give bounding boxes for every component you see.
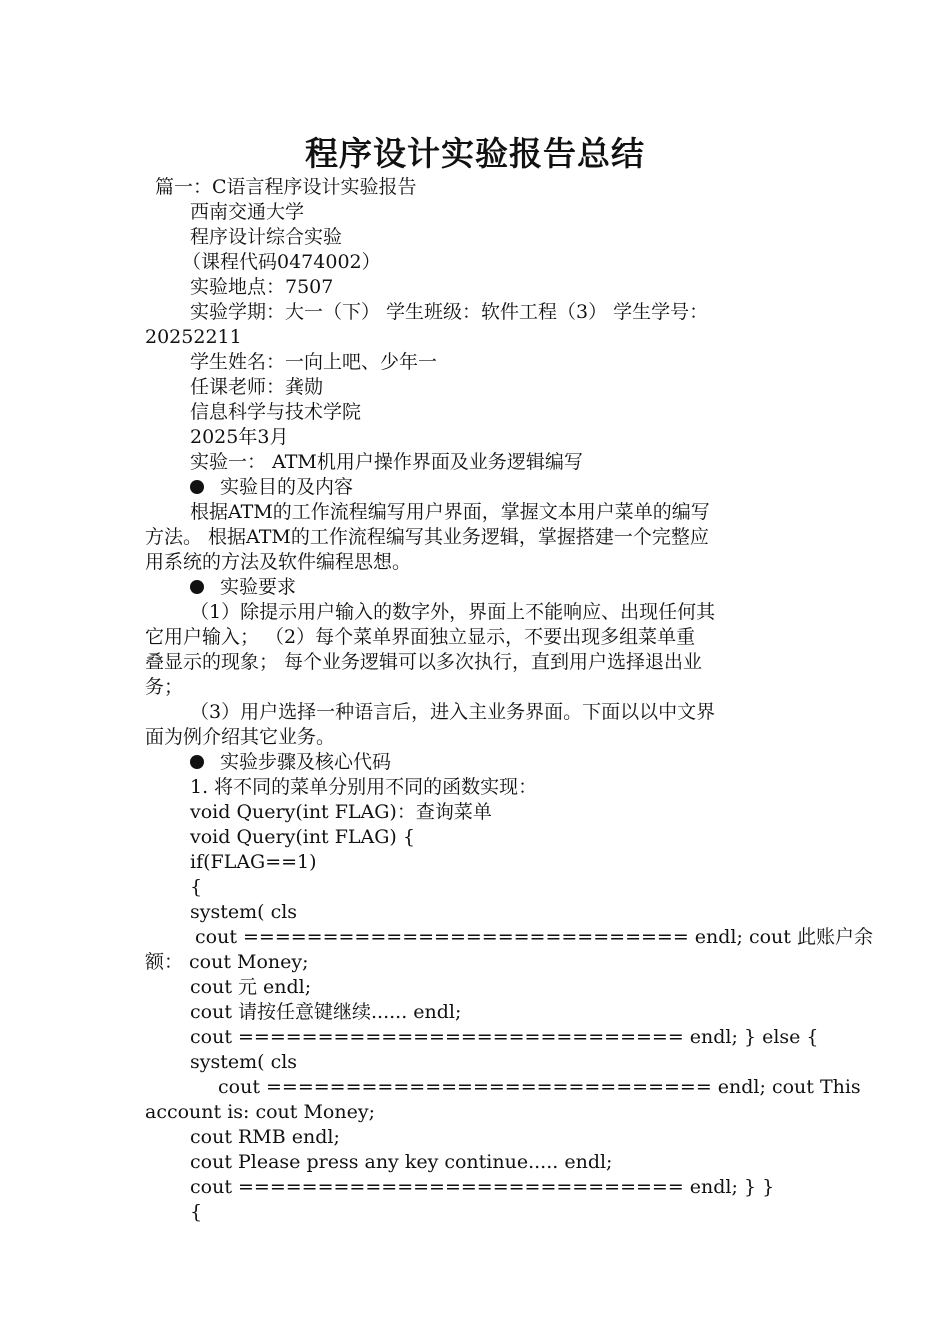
teacher-name: 任课老师：龚勋 (190, 376, 324, 398)
student-name: 学生姓名：一向上吧、少年一 (190, 351, 438, 373)
code-line: system( cls (190, 1051, 298, 1073)
subheading-requirements-text: 实验要求 (220, 576, 297, 598)
paragraph-line: 根据ATM的工作流程编写用户界面，掌握文本用户菜单的编写 (190, 501, 710, 523)
paragraph-line: 它用户输入； （2）每个菜单界面独立显示，不要出现多组菜单重 (145, 626, 696, 648)
paragraph-line: 务； (145, 676, 184, 698)
code-line: cout 元 endl; (190, 976, 312, 998)
code-line: void Query(int FLAG)：查询菜单 (190, 801, 492, 823)
code-line: cout Please press any key continue..... endl; (190, 1151, 613, 1173)
subheading-purpose (190, 475, 353, 500)
code-line: if(FLAG==1) (190, 851, 317, 873)
section-heading-1: 篇一：C语言程序设计实验报告 (155, 176, 417, 198)
code-line: account is: cout Money; (145, 1101, 375, 1123)
report-date: 2025年3月 (190, 426, 289, 448)
subheading-steps (190, 750, 391, 775)
paragraph-line: 面为例介绍其它业务。 (145, 726, 336, 748)
experiment-title: 实验一： ATM机用户操作界面及业务逻辑编写 (190, 451, 583, 473)
course-code: （课程代码0474002） (182, 251, 381, 273)
code-line: void Query(int FLAG) { (190, 826, 415, 848)
code-line: cout RMB endl; (190, 1126, 340, 1148)
subheading-requirements (190, 575, 296, 600)
code-line: system( cls (190, 901, 298, 923)
paragraph-line: 用系统的方法及软件编程思想。 (145, 551, 412, 573)
course-name: 程序设计综合实验 (190, 226, 343, 248)
lab-location: 实验地点：7507 (190, 276, 334, 298)
code-line: 1. 将不同的菜单分别用不同的函数实现： (190, 776, 538, 798)
subheading-purpose-text: 实验目的及内容 (220, 476, 354, 498)
semester-class-id: 实验学期：大一（下） 学生班级：软件工程（3） 学生学号： (190, 301, 709, 323)
paragraph-line: （1）除提示用户输入的数字外，界面上不能响应、出现任何其 (190, 601, 716, 623)
code-line: { (190, 876, 203, 898)
college-name: 信息科学与技术学院 (190, 401, 362, 423)
code-line: cout ============================ endl; cout This (218, 1076, 861, 1098)
code-line: cout ============================ endl; cout 此账户余 (195, 926, 873, 948)
bullet-icon (190, 755, 204, 769)
university-name: 西南交通大学 (190, 201, 305, 223)
paragraph-line: （3）用户选择一种语言后，进入主业务界面。下面以以中文界 (190, 701, 716, 723)
code-line: cout ============================ endl; } else { (190, 1026, 819, 1048)
paragraph-line: 方法。 根据ATM的工作流程编写其业务逻辑，掌握搭建一个完整应 (145, 526, 709, 548)
bullet-icon (190, 580, 204, 594)
code-line: cout 请按任意键继续...... endl; (190, 1001, 462, 1023)
student-id: 20252211 (145, 326, 242, 348)
subheading-steps-text: 实验步骤及核心代码 (220, 751, 392, 773)
paragraph-line: 叠显示的现象； 每个业务逻辑可以多次执行，直到用户选择退出业 (145, 651, 703, 673)
document-title: 程序设计实验报告总结 (305, 134, 645, 173)
bullet-icon (190, 480, 204, 494)
code-line: { (190, 1201, 203, 1223)
code-line: cout ============================ endl; } } (190, 1176, 775, 1198)
code-line: 额： cout Money; (145, 951, 309, 973)
